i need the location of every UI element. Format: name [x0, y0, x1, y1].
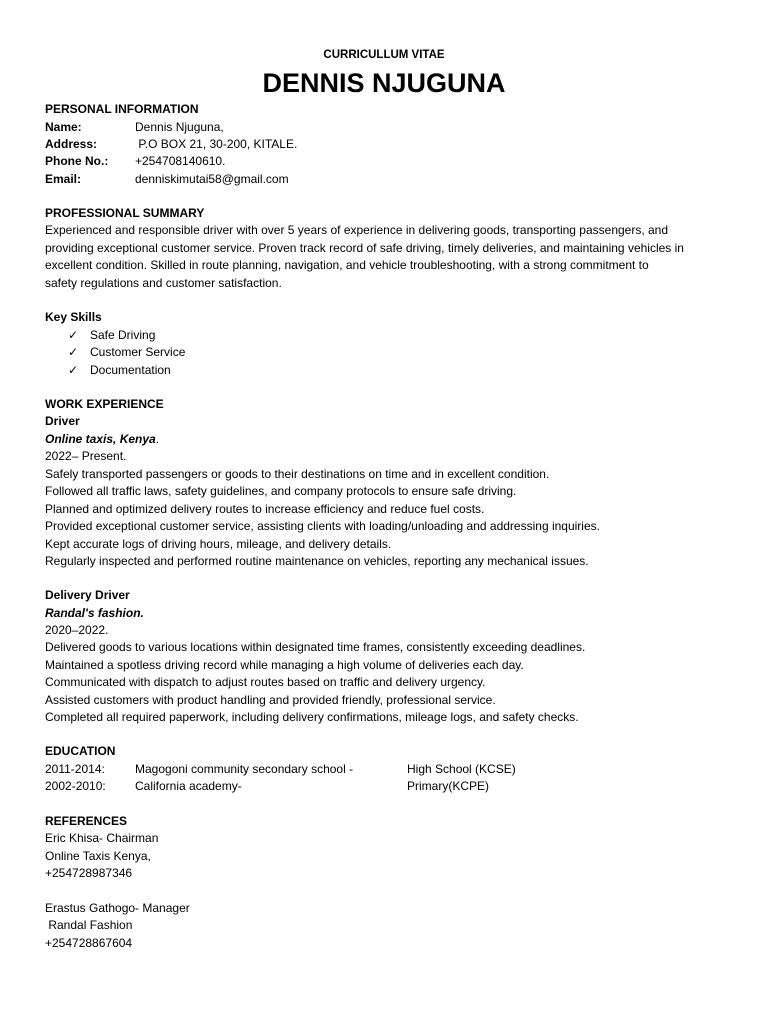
- personal-field-phone: [45, 153, 225, 170]
- job-duty: Maintained a spotless driving record while managing a high volume of deliveries each day.: [45, 658, 524, 672]
- field-label: Email:: [45, 172, 82, 186]
- field-value: +254708140610.: [135, 154, 226, 168]
- personal-field-name: [45, 119, 224, 136]
- education-heading: EDUCATION: [45, 744, 116, 758]
- field-label: Name:: [45, 120, 82, 134]
- job-duty: Regularly inspected and performed routine maintenance on vehicles, reporting any mechanical issues.: [45, 554, 589, 568]
- summary-line: safety regulations and customer satisfaction.: [45, 276, 282, 290]
- job-duty: Delivered goods to various locations within designated time frames, consistently exceeding deadlines.: [45, 640, 586, 654]
- company-suffix: .: [155, 432, 160, 446]
- checkmark-icon: ✓: [68, 363, 79, 377]
- reference-organization: Randal Fashion: [45, 918, 133, 932]
- company-name: Online taxis, Kenya: [45, 432, 156, 446]
- field-label: Phone No.:: [45, 154, 109, 168]
- personal-info-heading: PERSONAL INFORMATION: [45, 102, 199, 116]
- job-duty: Kept accurate logs of driving hours, mileage, and delivery details.: [45, 537, 392, 551]
- field-label: Address:: [45, 137, 98, 151]
- education-level: High School (KCSE): [407, 762, 516, 776]
- job-duty: Provided exceptional customer service, assisting clients with loading/unloading and addressing inquiries.: [45, 519, 600, 533]
- job-period: 2020–2022.: [45, 623, 109, 637]
- job-duty: Safely transported passengers or goods to their destinations on time and in excellent condition.: [45, 467, 550, 481]
- job-title: Driver: [45, 414, 80, 428]
- summary-line: providing exceptional customer service. Proven track record of safe driving, timely deliveries, and maintaining vehicles in: [45, 241, 684, 255]
- skill-item: [68, 362, 171, 379]
- education-level: Primary(KCPE): [407, 779, 490, 793]
- job-company: [45, 431, 159, 448]
- education-years: 2002-2010:: [45, 779, 106, 793]
- candidate-name: DENNIS NJUGUNA: [262, 68, 506, 98]
- document-title: CURRICULLUM VITAE: [323, 49, 445, 61]
- personal-field-email: [45, 171, 289, 188]
- skill-label: Documentation: [90, 363, 171, 377]
- checkmark-icon: ✓: [68, 328, 79, 342]
- job-duty: Assisted customers with product handling and provided friendly, professional service.: [45, 693, 496, 707]
- reference-phone: +254728987346: [45, 866, 133, 880]
- skill-item: [68, 344, 185, 361]
- field-value: P.O BOX 21, 30-200, KITALE.: [135, 137, 298, 151]
- reference-name: Erastus Gathogo- Manager: [45, 901, 190, 915]
- skill-item: [68, 327, 155, 344]
- reference-organization: Online Taxis Kenya,: [45, 849, 151, 863]
- personal-field-address: [45, 136, 297, 153]
- job-period: 2022– Present.: [45, 449, 127, 463]
- summary-line: Experienced and responsible driver with over 5 years of experience in delivering goods, transporting passengers, and: [45, 223, 669, 237]
- references-heading: REFERENCES: [45, 814, 128, 828]
- job-title: Delivery Driver: [45, 588, 130, 602]
- company-name: Randal's fashion.: [45, 606, 144, 620]
- job-company: [45, 605, 144, 622]
- job-duty: Planned and optimized delivery routes to increase efficiency and reduce fuel costs.: [45, 502, 485, 516]
- summary-heading: PROFESSIONAL SUMMARY: [45, 206, 205, 220]
- field-value: Dennis Njuguna,: [135, 120, 224, 134]
- work-heading: WORK EXPERIENCE: [45, 397, 164, 411]
- education-school: California academy-: [135, 779, 242, 793]
- job-duty: Communicated with dispatch to adjust routes based on traffic and delivery urgency.: [45, 675, 486, 689]
- education-row: [45, 761, 516, 778]
- checkmark-icon: ✓: [68, 345, 79, 359]
- skill-label: Customer Service: [90, 345, 186, 359]
- education-years: 2011-2014:: [45, 762, 105, 776]
- job-duty: Followed all traffic laws, safety guidelines, and company protocols to ensure safe driving.: [45, 484, 517, 498]
- education-row: [45, 778, 489, 795]
- reference-name: Eric Khisa- Chairman: [45, 831, 159, 845]
- skill-label: Safe Driving: [90, 328, 156, 342]
- job-duty: Completed all required paperwork, including delivery confirmations, mileage logs, and safety checks.: [45, 710, 579, 724]
- summary-line: excellent condition. Skilled in route planning, navigation, and vehicle troubleshooting, with a strong commitment to: [45, 258, 649, 272]
- skills-heading: Key Skills: [45, 310, 102, 324]
- field-value: denniskimutai58@gmail.com: [135, 172, 289, 186]
- education-school: Magogoni community secondary school -: [135, 762, 354, 776]
- reference-phone: +254728867604: [45, 936, 133, 950]
